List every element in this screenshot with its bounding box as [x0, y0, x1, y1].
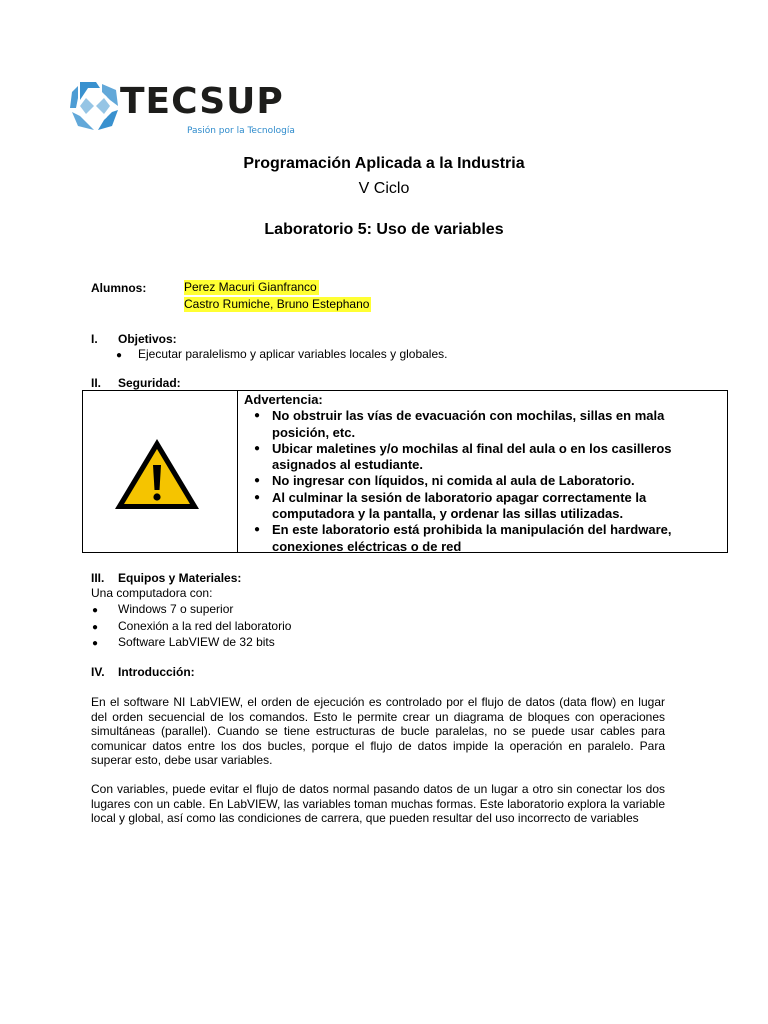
safety-table	[82, 390, 728, 553]
students-label: Alumnos:	[91, 281, 147, 295]
bullet-icon: ●	[116, 350, 123, 361]
equipment-text: Conexión a la red del laboratorio	[118, 619, 292, 633]
bullet-icon: ●	[92, 638, 99, 649]
section-safety-heading	[91, 376, 181, 390]
warning-triangle-icon	[113, 437, 201, 511]
lab-title: Laboratorio 5: Uso de variables	[264, 221, 504, 238]
section-number: II.	[91, 376, 102, 390]
section-title: Seguridad:	[118, 376, 181, 390]
bullet-icon: ●	[92, 622, 99, 633]
tecsup-logo-mark-icon	[66, 78, 124, 134]
warning-item: ● No obstruir las vías de evacuación con mochilas, sillas en mala posición, etc.	[244, 408, 721, 441]
warning-item: ● Al culminar la sesión de laboratorio apagar correctamente la computadora y la pantalla, y ordenar las sillas utilizadas.	[244, 490, 721, 523]
equipment-item	[92, 602, 233, 616]
introduction-paragraph: Con variables, puede evitar el flujo de datos normal pasando datos de un lugar a otro sin conectar los dos lugares con un cable. En LabVIEW, las variables toman muchas formas. Este laboratorio explora la variable local y global, así como las condiciones de carrera, que pueden resultar del uso incorrecto de variables	[91, 782, 665, 826]
logo-wordmark: TECSUP	[120, 81, 284, 122]
section-objectives-heading	[91, 332, 177, 346]
course-title: Programación Aplicada a la Industria	[243, 155, 525, 172]
warning-item: ● En este laboratorio está prohibida la manipulación del hardware, conexiones eléctricas o de red	[244, 522, 721, 555]
section-equipment-heading	[91, 571, 241, 585]
safety-icon-cell	[83, 391, 238, 552]
safety-warning-cell	[238, 391, 727, 555]
introduction-paragraph: En el software NI LabVIEW, el orden de ejecución es controlado por el flujo de datos (data flow) en lugar del orden secuencial de los comandos. Esto le permite crear un diagrama de bloques con operaciones simultáneas (parallel). Cuando se tiene estructuras de bucle paralelas, no se puede usar cables para comunicar datos entre los dos bucles, porque el flujo de datos impide la operación en paralelo. Para superar esto, debe usar variables.	[91, 695, 665, 768]
section-title: Objetivos:	[118, 332, 177, 346]
objective-item	[116, 347, 447, 361]
bullet-icon: ●	[92, 605, 99, 616]
equipment-text: Software LabVIEW de 32 bits	[118, 635, 275, 649]
section-introduction-heading	[91, 665, 195, 679]
section-number: IV.	[91, 665, 105, 679]
section-title: Equipos y Materiales:	[118, 571, 242, 585]
warning-list	[244, 408, 721, 555]
equipment-item	[92, 619, 291, 633]
equipment-text: Windows 7 o superior	[118, 602, 234, 616]
warning-item: ● Ubicar maletines y/o mochilas al final del aula o en los casilleros asignados al estudiante.	[244, 441, 721, 474]
student-name: Castro Rumiche, Bruno Estephano	[184, 297, 370, 311]
tecsup-logo	[66, 78, 306, 142]
equipment-intro: Una computadora con:	[91, 586, 213, 600]
student-name: Perez Macuri Gianfranco	[184, 280, 317, 294]
cycle-title: V Ciclo	[358, 180, 410, 197]
logo-tagline: Pasión por la Tecnología	[187, 126, 295, 136]
section-title: Introducción:	[118, 665, 195, 679]
section-number: I.	[91, 332, 98, 346]
warning-item: ● No ingresar con líquidos, ni comida al aula de Laboratorio.	[244, 473, 721, 489]
warning-title: Advertencia:	[244, 392, 323, 407]
equipment-item	[92, 635, 275, 649]
section-number: III.	[91, 571, 105, 585]
objective-text: Ejecutar paralelismo y aplicar variables locales y globales.	[138, 347, 448, 361]
